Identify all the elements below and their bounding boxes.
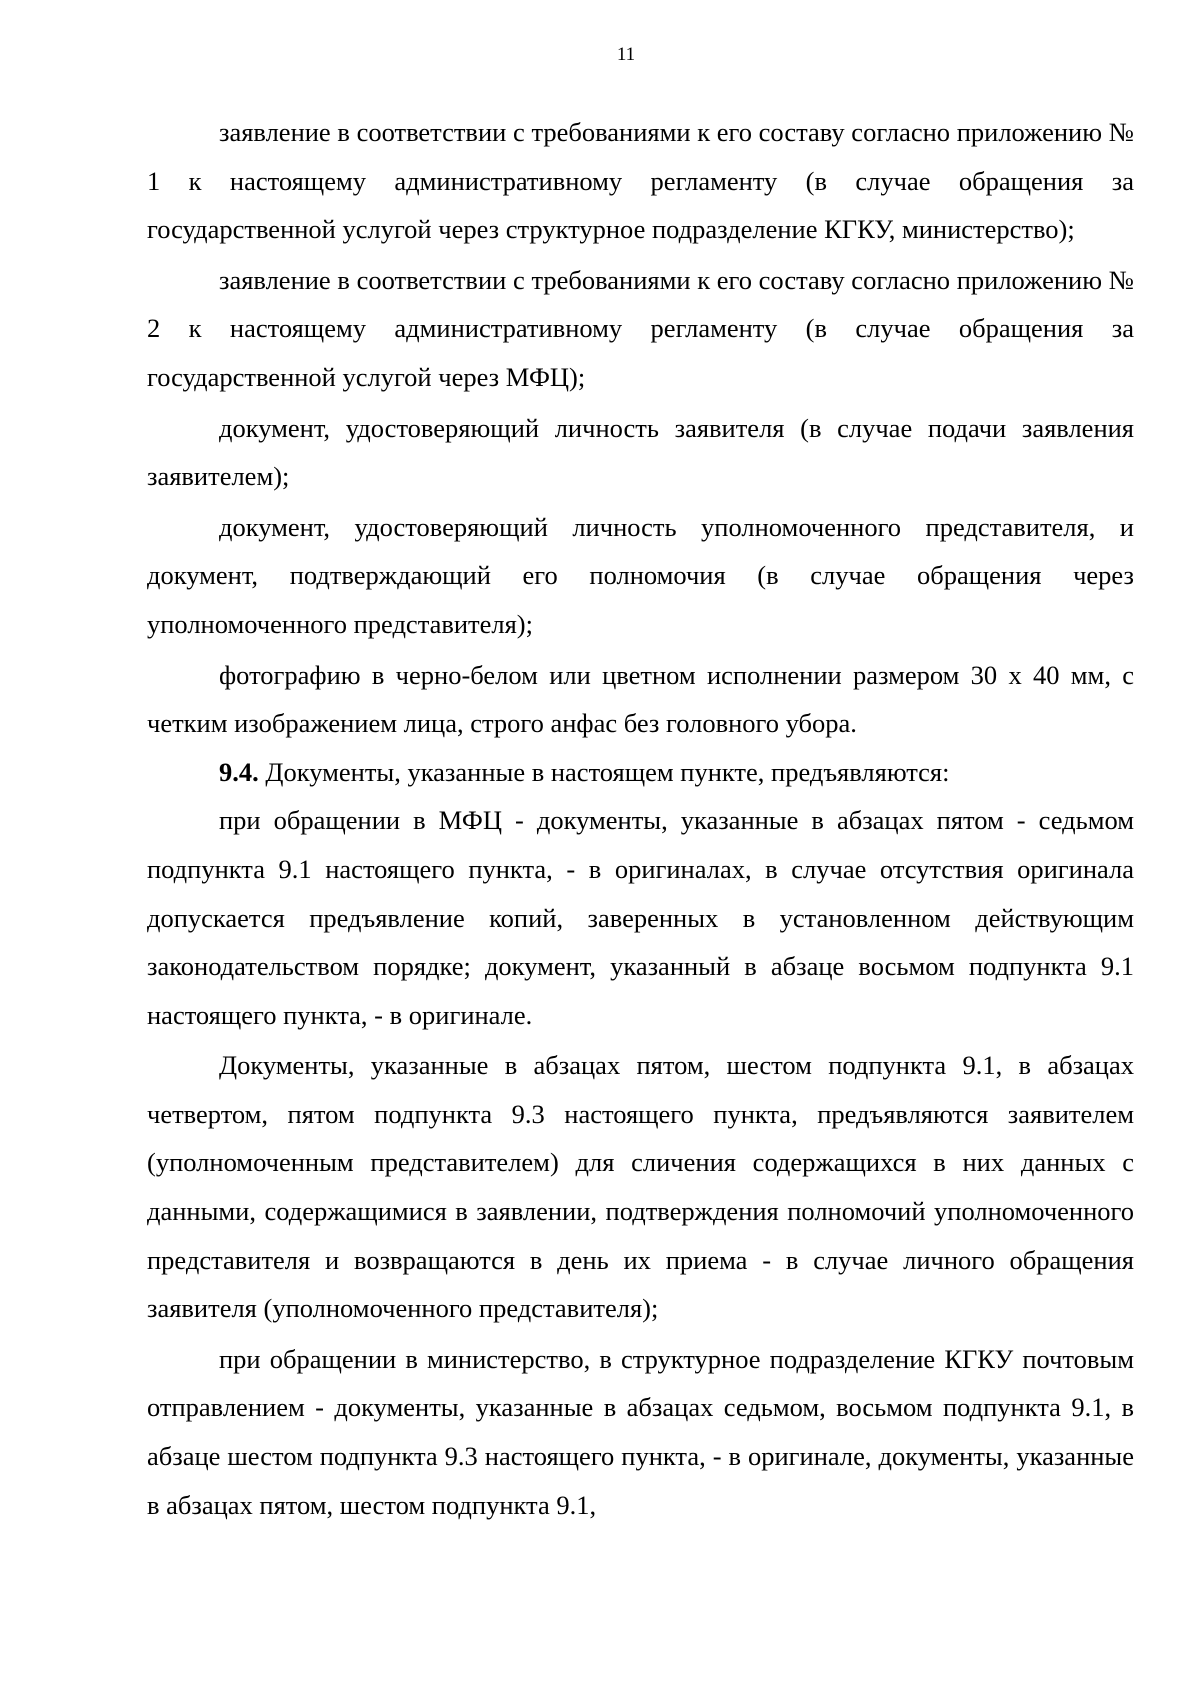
paragraph-id-applicant: документ, удостоверяющий личность заявителя (в случае подачи заявления заявителем); [147,412,1134,492]
paragraph-application-2: заявление в соответствии с требованиями к его составу согласно приложению № 2 к настоящему административному регламенту (в случае обращения за государственной услугой через МФЦ); [147,264,1134,392]
paragraph-documents: Документы, указанные в абзацах пятом, шестом подпункта 9.1, в абзацах четвертом, пятом подпункта 9.3 настоящего пункта, предъявляются заявителем (уполномоченным представителем) для сличения содержащихся в них данных с данными, содержащимися в заявлении, подтверждения полномочий уполномоченного представителя и возвращаются в день их приема - в случае личного обращения заявителя (уполномоченного представителя); [147,1050,1134,1324]
section-text: Документы, указанные в настоящем пункте, предъявляются: [258,756,950,787]
paragraph-mfc: при обращении в МФЦ - документы, указанные в абзацах пятом - седьмом подпункта 9.1 настоящего пункта, - в оригиналах, в случае отсутствия оригинала допускается предъявление копий, заверенных в установленном действующим законодательством порядке; документ, указанный в абзаце восьмом подпункта 9.1 настоящего пункта, - в оригинале. [147,805,1134,1030]
paragraph-id-representative: документ, удостоверяющий личность уполномоченного представителя, и документ, подтверждающий его полномочия (в случае обращения через уполномоченного представителя); [147,511,1134,639]
section-number: 9.4. [219,756,259,787]
paragraph-photo: фотографию в черно-белом или цветном исполнении размером 30 х 40 мм, с четким изображением лица, строго анфас без головного убора. [147,659,1134,739]
document-body [147,108,1134,1529]
paragraph-application-1: заявление в соответствии с требованиями к его составу согласно приложению № 1 к настоящему административному регламенту (в случае обращения за государственной услугой через структурное подразделение КГКУ, министерство); [147,117,1134,245]
paragraph-ministry: при обращении в министерство, в структурное подразделение КГКУ почтовым отправлением - документы, указанные в абзацах седьмом, восьмом подпункта 9.1, в абзаце шестом подпункта 9.3 настоящего пункта, - в оригинале, документы, указанные в абзацах пятом, шестом подпункта 9.1, [147,1343,1134,1520]
section-9-4 [147,748,1134,797]
page-number: 11 [616,44,636,65]
